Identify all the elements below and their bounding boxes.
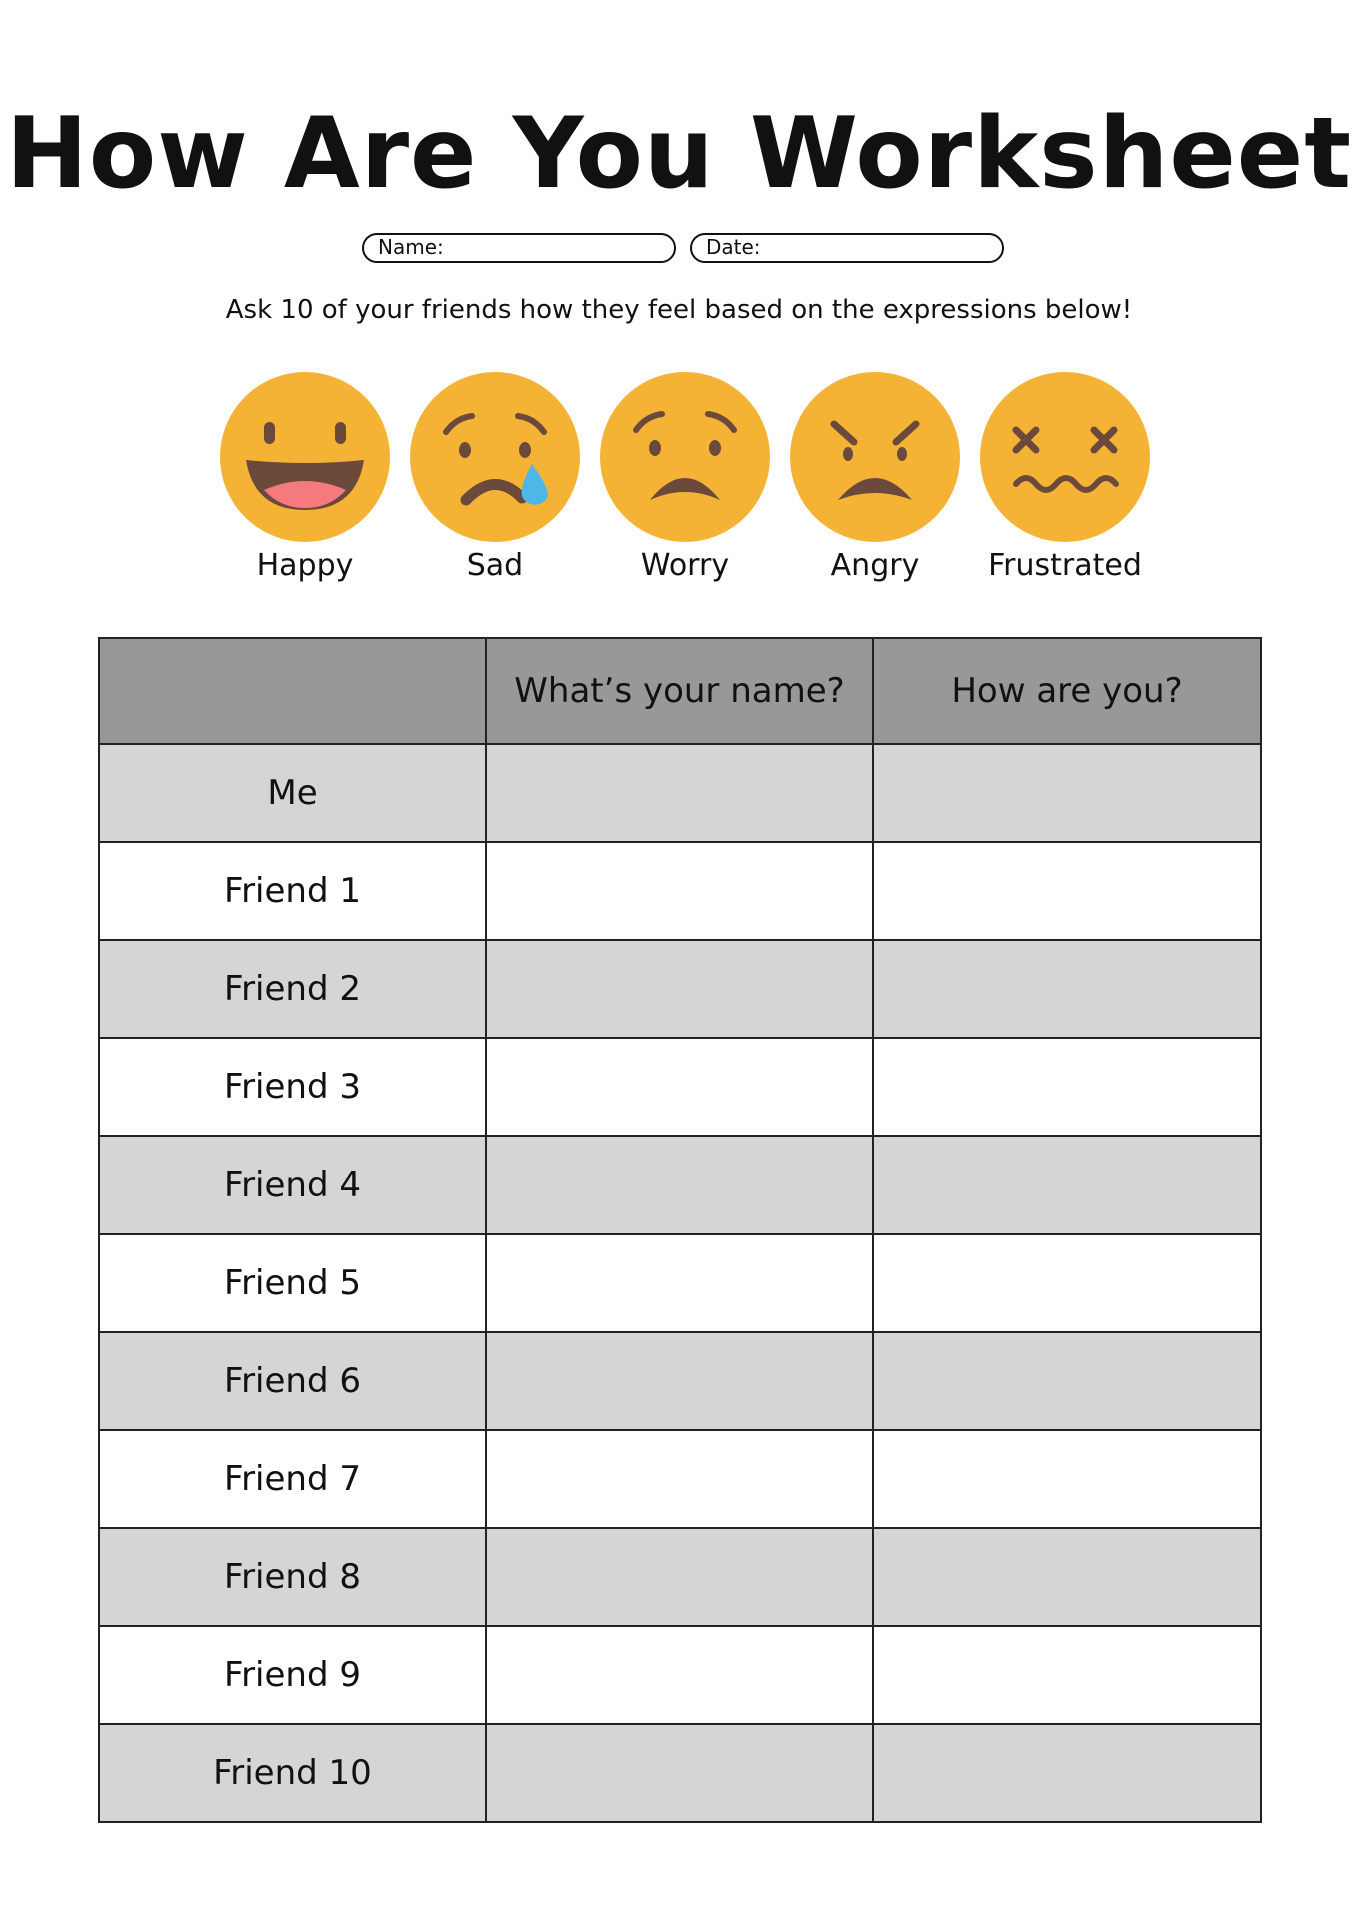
table-row	[99, 1332, 1261, 1430]
name-cell[interactable]	[486, 1332, 873, 1430]
worried-face-icon	[600, 372, 770, 542]
date-field-label: Date:	[706, 235, 761, 259]
name-cell[interactable]	[486, 1430, 873, 1528]
row-label: Me	[99, 744, 486, 842]
sad-face-icon	[410, 372, 580, 542]
row-label: Friend 8	[99, 1528, 486, 1626]
name-cell[interactable]	[486, 1234, 873, 1332]
table-row	[99, 1626, 1261, 1724]
feeling-cell[interactable]	[873, 842, 1261, 940]
row-label: Friend 2	[99, 940, 486, 1038]
feeling-cell[interactable]	[873, 1528, 1261, 1626]
table-row	[99, 1528, 1261, 1626]
worksheet-title: How Are You Worksheet	[5, 97, 1353, 211]
row-label: Friend 9	[99, 1626, 486, 1724]
feeling-cell[interactable]	[873, 744, 1261, 842]
row-label: Friend 10	[99, 1724, 486, 1822]
angry-face-icon	[790, 372, 960, 542]
emotion-label-worry: Worry	[640, 548, 730, 583]
instructions: Ask 10 of your friends how they feel based on the expressions below!	[225, 295, 1133, 325]
header-name: What’s your name?	[486, 638, 873, 744]
feeling-cell[interactable]	[873, 1038, 1261, 1136]
name-cell[interactable]	[486, 940, 873, 1038]
name-cell[interactable]	[486, 1528, 873, 1626]
feeling-cell[interactable]	[873, 1332, 1261, 1430]
emotion-label-sad: Sad	[466, 548, 524, 583]
table-row	[99, 842, 1261, 940]
feeling-cell[interactable]	[873, 1234, 1261, 1332]
row-label: Friend 4	[99, 1136, 486, 1234]
name-field[interactable]	[362, 233, 676, 263]
emotion-label-angry: Angry	[830, 548, 920, 583]
name-cell[interactable]	[486, 1038, 873, 1136]
table-header-row	[99, 638, 1261, 744]
table-row	[99, 940, 1261, 1038]
table-row	[99, 744, 1261, 842]
name-cell[interactable]	[486, 1724, 873, 1822]
row-label: Friend 1	[99, 842, 486, 940]
emotion-label-happy: Happy	[256, 548, 354, 583]
table-row	[99, 1136, 1261, 1234]
feeling-cell[interactable]	[873, 1430, 1261, 1528]
name-field-label: Name:	[378, 235, 444, 259]
date-field[interactable]	[690, 233, 1004, 263]
table-row	[99, 1430, 1261, 1528]
survey-table	[98, 637, 1262, 1823]
feeling-cell[interactable]	[873, 1626, 1261, 1724]
name-cell[interactable]	[486, 1136, 873, 1234]
feeling-cell[interactable]	[873, 940, 1261, 1038]
header-how-are-you: How are you?	[873, 638, 1261, 744]
name-cell[interactable]	[486, 842, 873, 940]
table-row	[99, 1234, 1261, 1332]
row-label: Friend 5	[99, 1234, 486, 1332]
name-cell[interactable]	[486, 1626, 873, 1724]
row-label: Friend 7	[99, 1430, 486, 1528]
row-label: Friend 3	[99, 1038, 486, 1136]
row-label: Friend 6	[99, 1332, 486, 1430]
feeling-cell[interactable]	[873, 1136, 1261, 1234]
emotion-label-frustrated: Frustrated	[988, 548, 1142, 583]
name-cell[interactable]	[486, 744, 873, 842]
table-row	[99, 1038, 1261, 1136]
feeling-cell[interactable]	[873, 1724, 1261, 1822]
header-blank	[99, 638, 486, 744]
frustrated-face-icon	[980, 372, 1150, 542]
happy-face-icon	[220, 372, 390, 542]
table-row	[99, 1724, 1261, 1822]
